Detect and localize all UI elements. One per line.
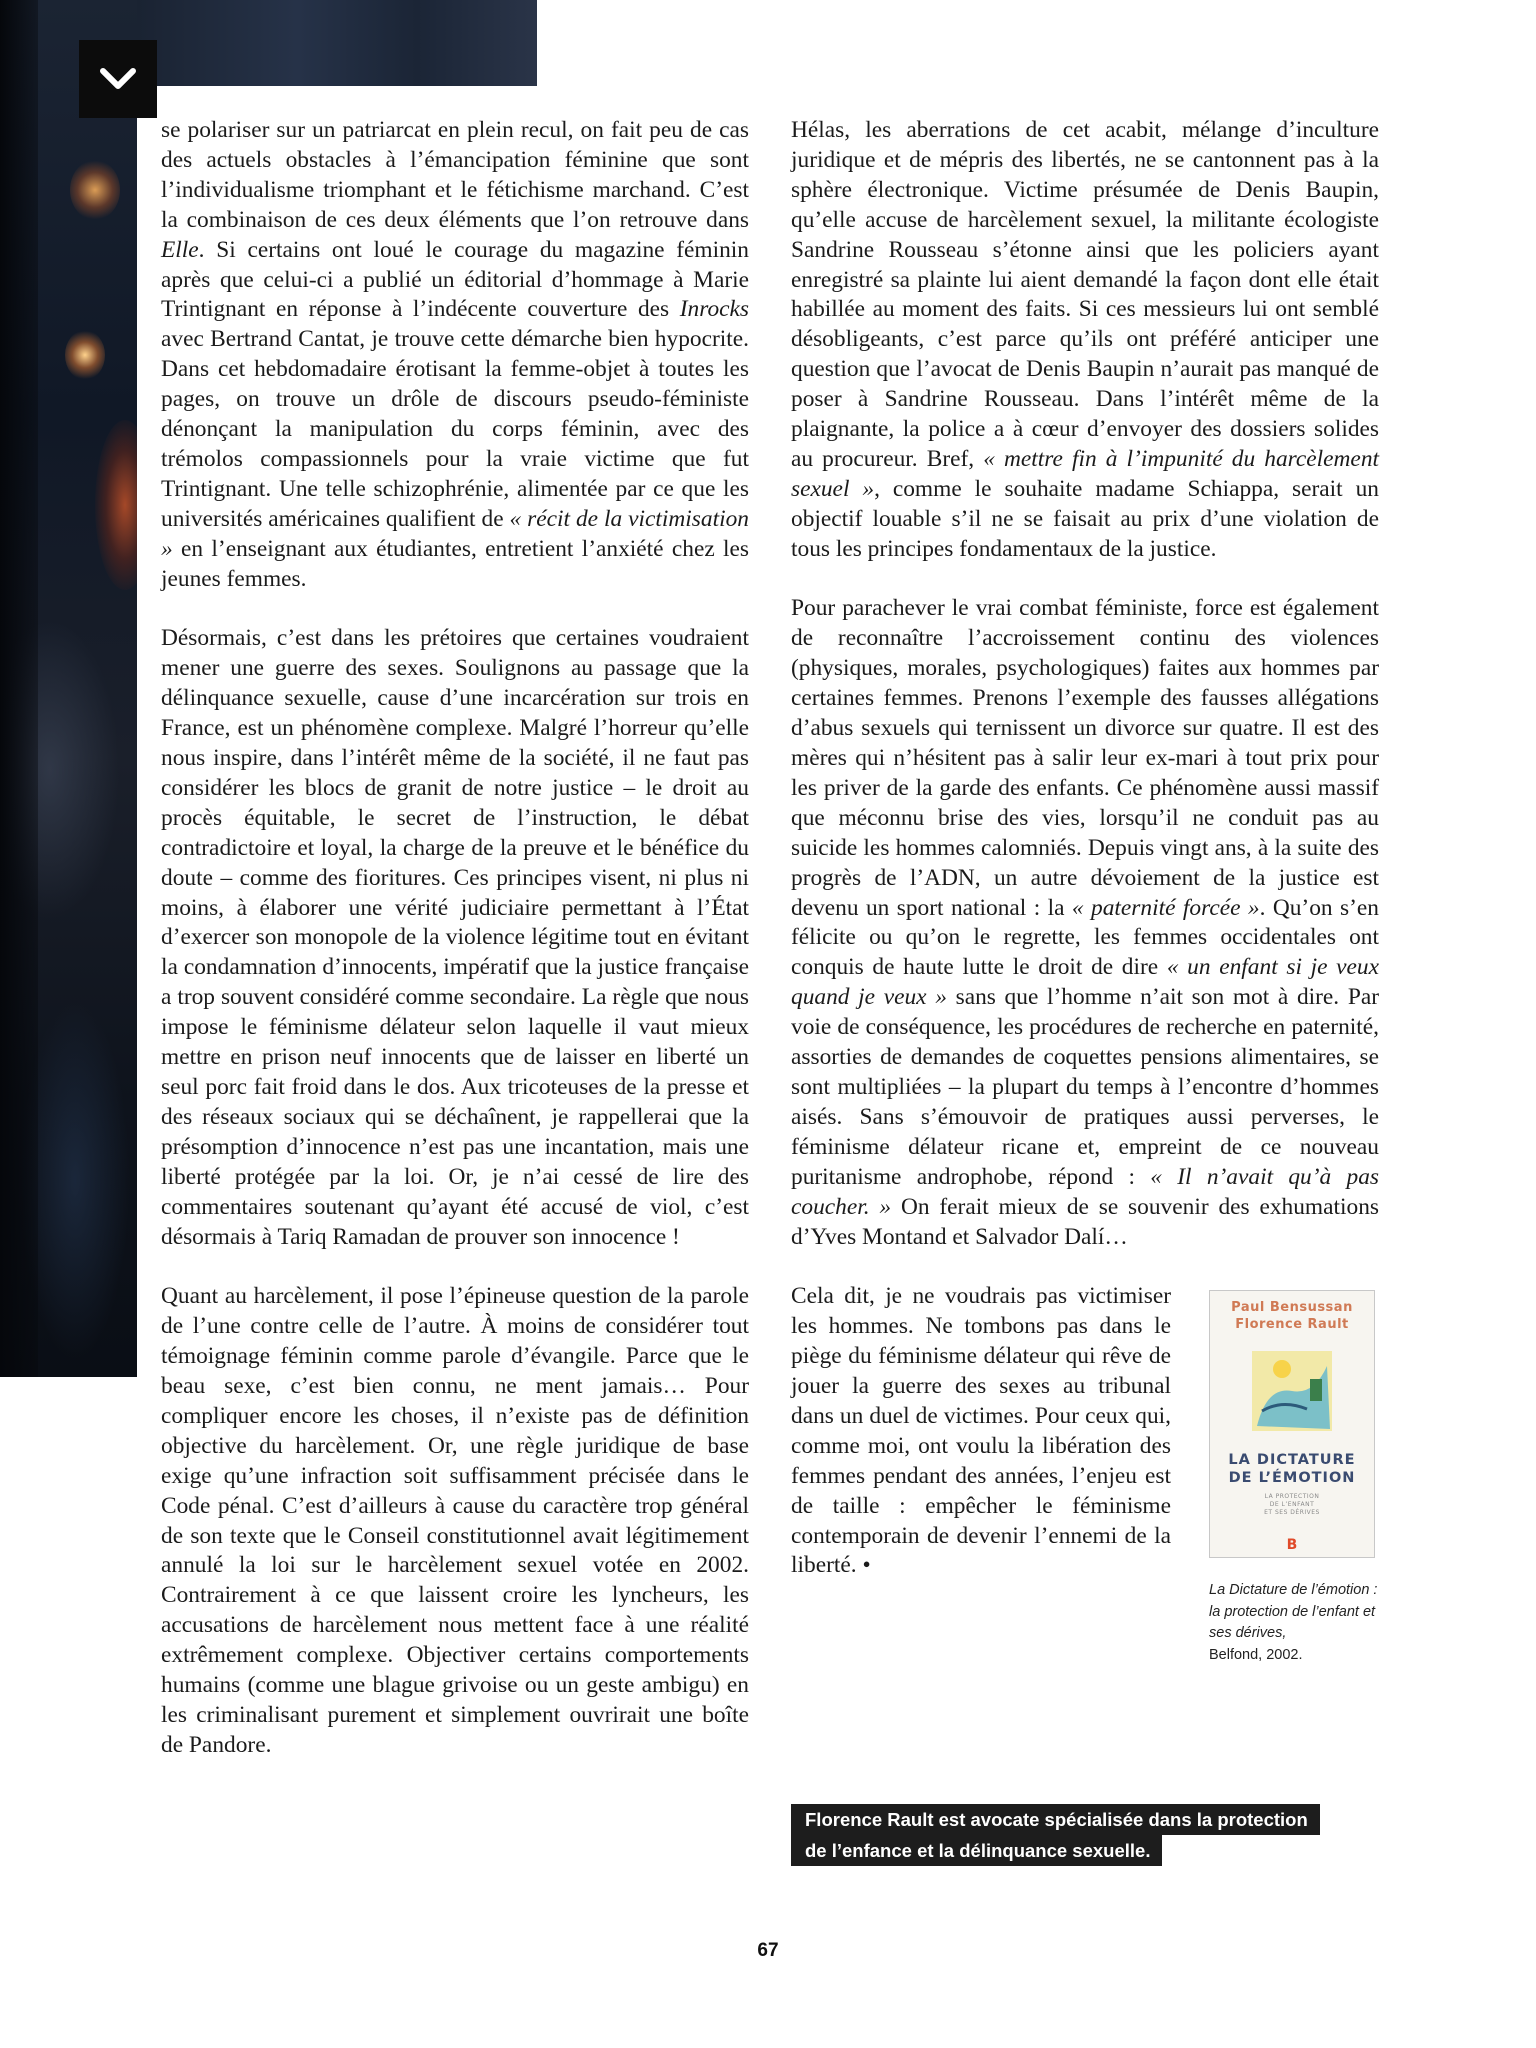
book-cover-illustration xyxy=(1252,1351,1332,1431)
chevron-down-icon xyxy=(99,67,137,91)
page-number: 67 xyxy=(757,1940,779,1961)
author-bio-line: de l’enfance et la délinquance sexuelle. xyxy=(791,1835,1162,1866)
book-cover-title: LA DICTATURE DE L’ÉMOTION xyxy=(1228,1452,1356,1487)
paragraph: Quant au harcèlement, il pose l’épineuse question de la parole de l’une contre celle de l’autre. À moins de considérer tout témoignage féminin comme parole d’évangile. Parce que le beau sexe, c’est bien connu, ne ment jamais… Pour compliquer encore les choses, il n’existe pas de définition objective du harcèlement. Or, une règle juridique de base exige qu’une infraction soit suffisamment précisée dans le Code pénal. C’est d’ailleurs à cause du caractère trop général de son texte que le Conseil constitutionnel avait légitimement annulé la loi sur le harcèlement sexuel votée en 2002. Contrairement à ce que laissent croire les lyncheurs, les accusations de harcèlement nous mettent face à une réalité extrêmement complexe. Objectiver certains comportements humains (comme une blague grivoise ou un geste ambigu) en les criminalisant purement et simplement ouvrirait une boîte de Pandore. xyxy=(161,1283,749,1758)
paragraph: Cela dit, je ne voudrais pas victimiser les hommes. Ne tombons pas dans le piège du féminisme délateur qui rêve de jouer la guerre des sexes au tribunal dans un duel de victimes. Pour ceux qui, comme moi, ont voulu la libération des femmes pendant des années, l’enjeu est de taille : empêcher le féminisme contemporain de devenir l’ennemi de la liberté. • xyxy=(791,1283,1171,1579)
book-caption-publisher: Belfond, 2002. xyxy=(1209,1646,1303,1663)
wrap-block xyxy=(791,1282,1379,1663)
paragraph: Hélas, les aberrations de cet acabit, mélange d’inculture juridique et de mépris des libertés, ne se cantonnent pas à la sphère électronique. Victime présumée de Denis Baupin, qu’elle accuse de harcèlement sexuel, la militante écologiste Sandrine Rousseau s’étonne ainsi que les policiers ayant enregistré sa plainte lui aient demandé la façon dont elle était habillée au moment des faits. Si ces messieurs lui ont semblé désobligeants, c’est parce qu’ils ont préféré anticiper une question que l’avocat de Denis Baupin n’aurait pas manqué de poser à Sandrine Rousseau. Dans l’intérêt même de la plaignante, la police a à cœur d’envoyer des dossiers solides au procureur. Bref, « mettre fin à l’impunité du harcèlement sexuel », comme le souhaite madame Schiappa, serait un objectif louable s’il ne se faisait au prix d’une violation de tous les principes fondamentaux de la justice. xyxy=(791,117,1380,562)
side-photo xyxy=(0,0,137,1377)
book-cover-authors: Paul Bensussan Florence Rault xyxy=(1231,1300,1353,1333)
book-cover xyxy=(1209,1290,1375,1558)
right-column xyxy=(791,116,1379,1666)
book-caption xyxy=(1209,1580,1379,1666)
book-cover-subtitle: LA PROTECTION DE L’ENFANT ET SES DÉRIVES xyxy=(1264,1493,1320,1517)
paragraph: Pour parachever le vrai combat féministe, force est également de reconnaître l’accroissement continu des violences (physiques, morales, psychologiques) faites aux hommes par certaines femmes. Prenons l’exemple des fausses allégations d’abus sexuels qui ternissent un divorce sur quatre. Il est des mères qui n’hésitent pas à salir leur ex-mari à tout prix pour les priver de la garde des enfants. Ce phénomène aussi massif que méconnu brise des vies, lorsqu’il ne conduit pas au suicide les hommes calomniés. Depuis vingt ans, à la suite des progrès de l’ADN, un autre dévoiement de la justice est devenu un sport national : la « paternité forcée ». Qu’on s’en félicite ou qu’on le regrette, les femmes occidentales ont conquis de haute lutte le droit de dire « un enfant si je veux quand je veux » sans que l’homme n’ait son mot à dire. Par voie de conséquence, les procédures de recherche en paternité, assorties de demandes de coquettes pensions alimentaires, se sont multipliées – la plupart du temps à l’encontre d’hommes aisés. Sans s’émouvoir de pratiques aussi perverses, le féminisme délateur ricane et, empreint de ce nouveau puritanisme androphobe, répond : « Il n’avait qu’à pas coucher. » On ferait mieux de se souvenir des exhumations d’Yves Montand et Salvador Dalí… xyxy=(791,595,1380,1250)
paragraph: se polariser sur un patriarcat en plein recul, on fait peu de cas des actuels obstacles à l’émancipation féminine que sont l’individualisme triomphant et le fétichisme marchand. C’est la combinaison de ces deux éléments que l’on retrouve dans Elle. Si certains ont loué le courage du magazine féminin après que celui-ci a publié un éditorial d’hommage à Marie Trintignant en réponse à l’indécente couverture des Inrocks avec Bertrand Cantat, je trouve cette démarche bien hypocrite. Dans cet hebdomadaire érotisant la femme-objet à toutes les pages, on trouve un drôle de discours pseudo-féministe dénonçant la manipulation du corps féminin, avec des trémolos compassionnels pour la vraie victime que fut Trintignant. Une telle schizophrénie, alimentée par ce que les universités américaines qualifient de « récit de la victimisation » en l’enseignant aux étudiantes, entretient l’anxiété chez les jeunes femmes. xyxy=(161,117,749,592)
header-photo xyxy=(137,0,537,86)
book-figure xyxy=(1209,1290,1379,1666)
author-bio xyxy=(791,1804,1375,1866)
paragraph: Désormais, c’est dans les prétoires que certaines voudraient mener une guerre des sexes. Soulignons au passage que la délinquance sexuelle, cause d’une incarcération sur trois en France, est un phénomène complexe. Malgré l’horreur qu’elle nous inspire, dans l’intérêt même de la société, il ne faut pas considérer les blocs de granit de notre justice – le droit au procès équitable, le secret de l’instruction, le débat contradictoire et loyal, la charge de la preuve et le bénéfice du doute – comme des fioritures. Ces principes visent, ni plus ni moins, à élaborer une vérité judiciaire permettant à l’État d’exercer son monopole de la violence légitime tout en évitant la condamnation d’innocents, impératif que la justice française a trop souvent considéré comme secondaire. La règle que nous impose le féminisme délateur selon laquelle il vaut mieux mettre en prison neuf innocents que de laisser en liberté un seul porc fait froid dans le dos. Aux tricoteuses de la presse et des réseaux sociaux qui se déchaînent, je rappellerai que la présomption d’innocence n’est pas une incantation, mais une liberté protégée par la loi. Or, je n’ai cessé de lire des commentaires soutenant qu’ayant été accusé de viol, c’est désormais à Tariq Ramadan de prouver son innocence ! xyxy=(161,625,749,1250)
left-column xyxy=(161,116,749,1761)
menu-toggle-button[interactable] xyxy=(79,40,157,118)
author-bio-line: Florence Rault est avocate spécialisée dans la protection xyxy=(791,1804,1320,1835)
book-publisher-logo: B xyxy=(1286,1537,1298,1554)
book-caption-title: La Dictature de l’émotion : la protection de l’enfant et ses dérives, xyxy=(1209,1582,1378,1642)
